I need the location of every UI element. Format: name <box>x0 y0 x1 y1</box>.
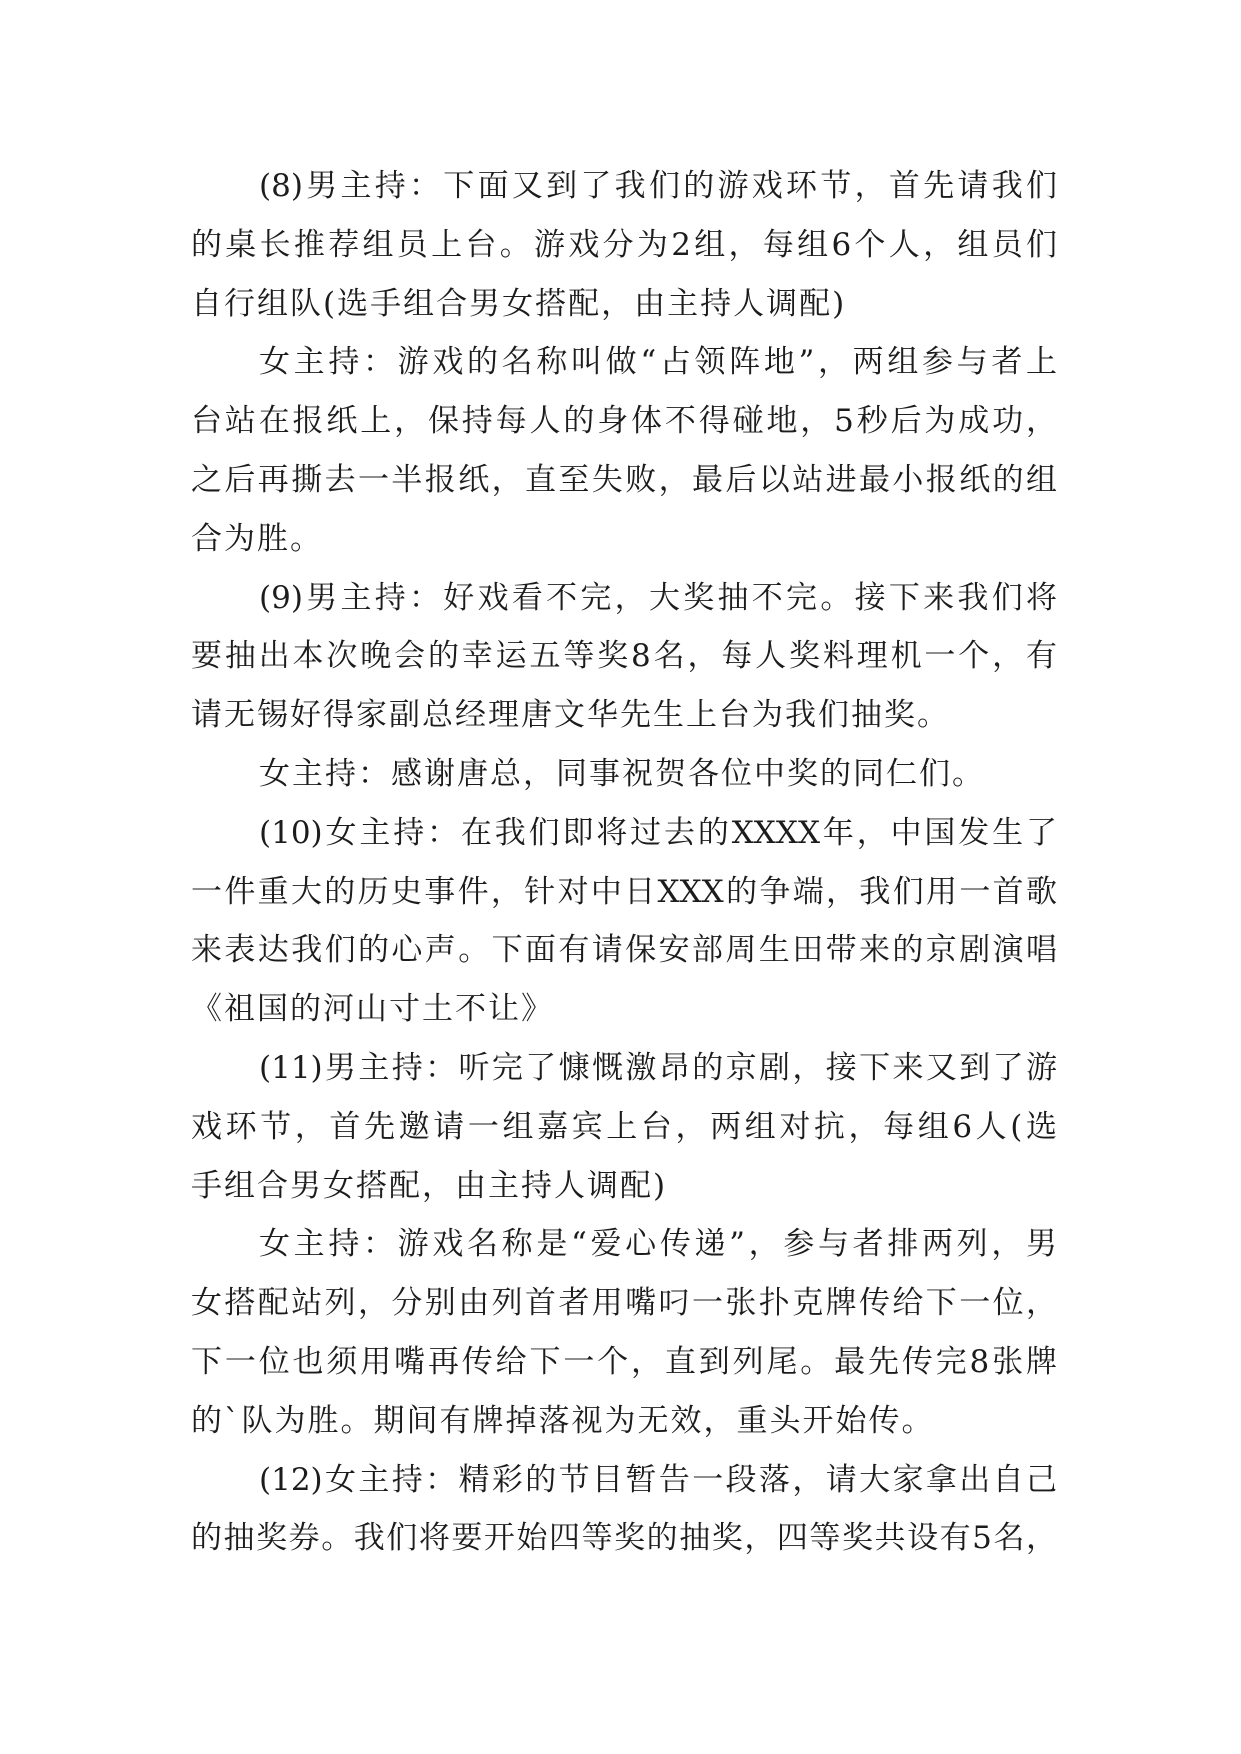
text-line: (12)女主持：精彩的节目暂告一段落，请大家拿出自己 <box>259 1461 1057 1498</box>
paragraph-host-9 <box>191 569 1057 745</box>
paragraph-host-12 <box>191 1451 1057 1569</box>
text-line: 手组合男女搭配，由主持人调配) <box>191 1167 668 1204</box>
paragraph-host-8 <box>191 157 1057 333</box>
text-line: (10)女主持：在我们即将过去的XXXX年，中国发生了 <box>259 814 1057 851</box>
paragraph-game-rules-2 <box>191 1215 1057 1450</box>
text-line: 下一位也须用嘴再传给下一个，直到列尾。最先传完8张牌 <box>191 1343 1057 1380</box>
text-line: 女主持：游戏的名称叫做“占领阵地”，两组参与者上 <box>259 344 1057 381</box>
text-line: 《祖国的河山寸土不让》 <box>191 991 554 1028</box>
text-line: 要抽出本次晚会的幸运五等奖8名，每人奖料理机一个，有 <box>191 638 1057 675</box>
text-line: 请无锡好得家副总经理唐文华先生上台为我们抽奖。 <box>191 697 950 734</box>
text-line: 的`队为胜。期间有牌掉落视为无效，重头开始传。 <box>191 1402 935 1439</box>
text-line: 女主持：游戏名称是“爱心传递”，参与者排两列，男 <box>259 1226 1057 1263</box>
document-body <box>191 157 1057 1568</box>
text-line: 女搭配站列，分别由列首者用嘴叼一张扑克牌传给下一位， <box>191 1285 1057 1322</box>
text-line: (9)男主持：好戏看不完，大奖抽不完。接下来我们将 <box>259 579 1057 616</box>
paragraph-host-11 <box>191 1039 1057 1215</box>
paragraph-thanks <box>191 745 1057 804</box>
text-line: 一件重大的历史事件，针对中日XXX的争端，我们用一首歌 <box>191 873 1057 910</box>
text-line: 自行组队(选手组合男女搭配，由主持人调配) <box>191 285 847 322</box>
text-line: 的桌长推荐组员上台。游戏分为2组，每组6个人，组员们 <box>191 226 1057 263</box>
text-line: 之后再撕去一半报纸，直至失败，最后以站进最小报纸的组 <box>191 461 1057 498</box>
text-line: 女主持：感谢唐总，同事祝贺各位中奖的同仁们。 <box>259 755 985 792</box>
text-line: 戏环节，首先邀请一组嘉宾上台，两组对抗，每组6人(选 <box>191 1108 1057 1145</box>
text-line: (11)男主持：听完了慷慨激昂的京剧，接下来又到了游 <box>259 1049 1057 1086</box>
text-line: 合为胜。 <box>191 520 323 557</box>
text-line: 台站在报纸上，保持每人的身体不得碰地，5秒后为成功， <box>191 403 1057 440</box>
text-line: (8)男主持：下面又到了我们的游戏环节，首先请我们 <box>259 168 1057 204</box>
paragraph-host-10 <box>191 804 1057 1039</box>
text-line: 的抽奖券。我们将要开始四等奖的抽奖，四等奖共设有5名， <box>191 1520 1057 1557</box>
text-line: 来表达我们的心声。下面有请保安部周生田带来的京剧演唱 <box>191 932 1057 969</box>
paragraph-game-rules-1 <box>191 333 1057 568</box>
